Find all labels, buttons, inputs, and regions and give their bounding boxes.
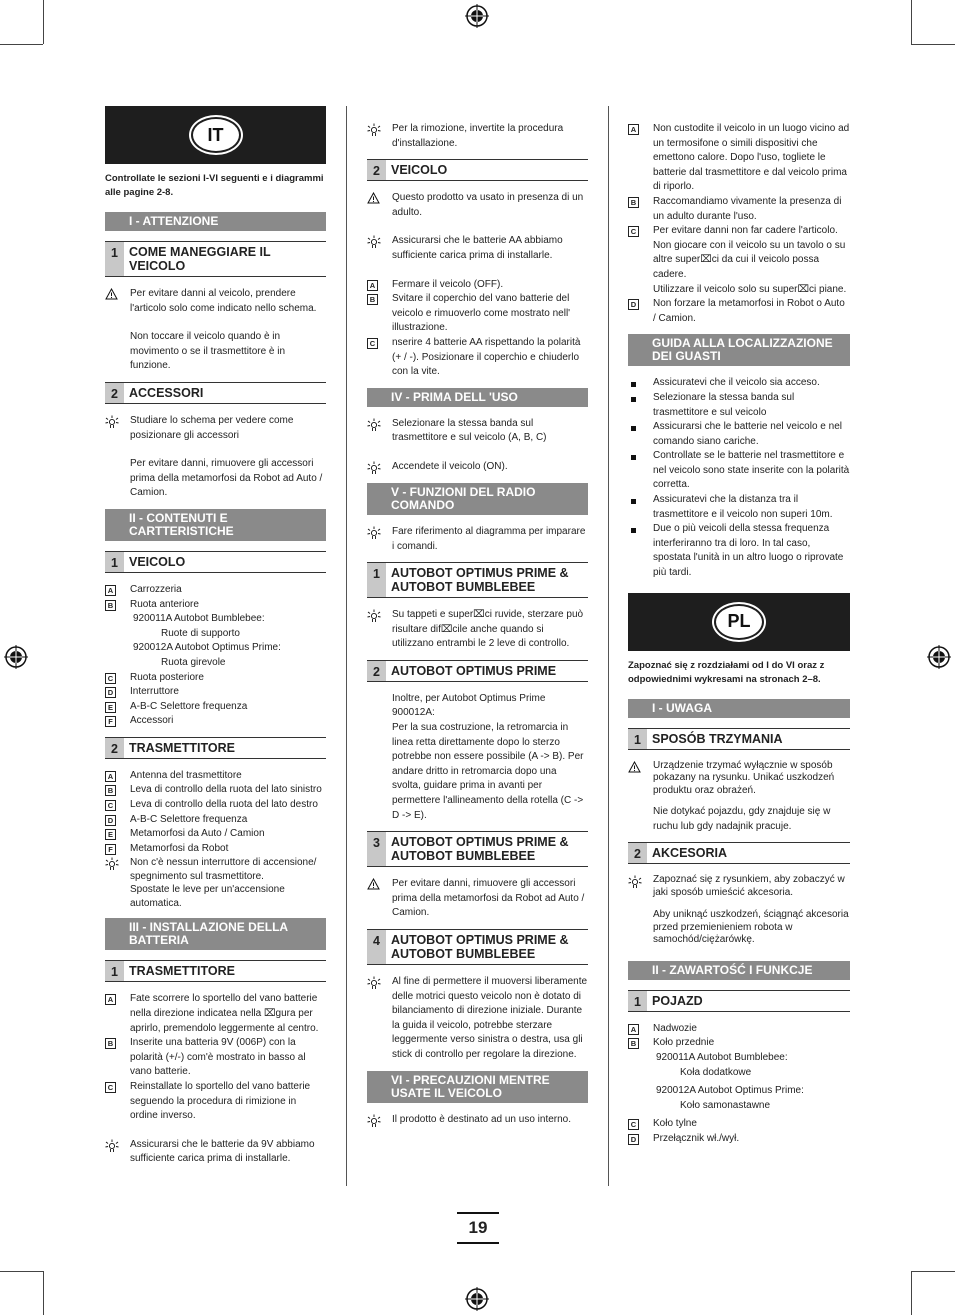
lightbulb-icon bbox=[628, 875, 642, 889]
lightbulb-icon bbox=[367, 418, 381, 432]
list-item: B Svitare il coperchio del vano batterie del veicolo e rimuoverlo come mostrato nell' illustrazione. bbox=[367, 292, 588, 336]
label-box: B bbox=[105, 1038, 116, 1049]
bullet-icon bbox=[631, 499, 636, 504]
label-box: C bbox=[367, 338, 378, 349]
section-heading: II - ZAWARTOŚĆ I FUNKCJE bbox=[628, 961, 850, 980]
list-item: D A-B-C Selettore frequenza bbox=[105, 813, 326, 828]
text-item: Per evitare danni, rimuovere gli accessori prima della metamorfosi da Robot ad Auto / Camion. bbox=[130, 458, 323, 499]
label-box: D bbox=[628, 1134, 639, 1145]
list-item: D Interruttore bbox=[105, 685, 326, 700]
list-item: B Ruota anteriore bbox=[105, 598, 326, 613]
list-item: C Reinstallate lo sportello del vano batterie seguendo la procedura di rimizione in ordine inverso. bbox=[105, 1080, 326, 1124]
model-line: 920012A Autobot Optimus Prime: bbox=[656, 1085, 804, 1097]
tip-item: Selezionare la stessa banda sul trasmettitore e sul veicolo (A, B, C) bbox=[367, 417, 588, 446]
tip-item: Non c'è nessun interruttore di accensione/ spegnimento sul trasmettitore. Spostate le leve per un'accensione automatica. bbox=[105, 856, 326, 910]
text-item: Non toccare il veicolo quando è in movimento o se il trasmettitore è in funzione. bbox=[130, 331, 286, 372]
crop-mark bbox=[43, 1271, 44, 1315]
subsection-heading: 2 TRASMETTITORE bbox=[105, 737, 326, 759]
list-item: D Przełącznik wł./wył. bbox=[628, 1132, 850, 1147]
lightbulb-icon bbox=[105, 415, 119, 429]
label-box: C bbox=[628, 1119, 639, 1130]
lightbulb-icon bbox=[367, 609, 381, 623]
crop-mark bbox=[0, 1271, 43, 1272]
bullet-item: Selezionare la stessa banda sul trasmettitore e sul veicolo bbox=[628, 391, 850, 420]
crop-mark bbox=[911, 0, 912, 44]
label-box: E bbox=[105, 702, 116, 713]
section-heading: VI - PRECAUZIONI MENTRE USATE IL VEICOLO bbox=[367, 1071, 588, 1103]
column-3 bbox=[628, 122, 850, 1147]
list-item: B Koło przednie bbox=[628, 1036, 850, 1051]
label-box: A bbox=[628, 124, 639, 135]
bullet-item: Due o più veicoli della stessa frequenza interferiranno tra di loro. In tal caso, spostata l'unità in un altro luogo o riprovate più tardi. bbox=[628, 522, 850, 580]
crop-mark bbox=[0, 44, 43, 45]
intro-text: Controllate le sezioni I-VI seguenti e i diagrammi alle pagine 2-8. bbox=[105, 173, 324, 198]
tip-item: Accendete il veicolo (ON). bbox=[367, 460, 588, 475]
section-heading: I - ATTENZIONE bbox=[105, 212, 326, 231]
column-divider bbox=[608, 106, 609, 1186]
model-line: 920011A Autobot Bumblebee: bbox=[133, 613, 265, 625]
subsection-heading: 1 SPOSÓB TRZYMANIA bbox=[628, 728, 850, 750]
text-item: Aby uniknąć uszkodzeń, ściągnąć akcesoria przed przemienieniem robota w samochód/ciężarówkę. bbox=[653, 909, 849, 946]
list-item: C nserire 4 batterie AA rispettando la polarità (+ / -). Posizionare il coperchio e chiuderlo con la vite. bbox=[367, 336, 588, 380]
list-item: B Leva di controllo della ruota del lato sinistro bbox=[105, 783, 326, 798]
label-box: C bbox=[105, 673, 116, 684]
list-item: A Fate scorrere lo sportello del vano batterie nella direzione indicatea nella ⌧gura per aprirlo, premendolo leggermente al centro. bbox=[105, 992, 326, 1036]
language-header-pl bbox=[628, 593, 850, 651]
lightbulb-icon bbox=[367, 1114, 381, 1128]
warning-item: Questo prodotto va usato in presenza di un adulto. bbox=[367, 191, 588, 220]
lightbulb-icon bbox=[367, 461, 381, 475]
list-item: A Fermare il veicolo (OFF). bbox=[367, 278, 588, 293]
tip-item: Assicurarsi che le batterie AA abbiamo sufficiente carica prima di installarle. bbox=[367, 234, 588, 263]
section-heading: GUIDA ALLA LOCALIZZAZIONE DEI GUASTI bbox=[628, 334, 850, 366]
registration-mark-bottom bbox=[465, 1287, 489, 1311]
list-item: A Carrozzeria bbox=[105, 583, 326, 598]
warning-icon bbox=[105, 288, 118, 300]
intro-text: Zapoznać się z rozdziałami od I do VI oraz z odpowiednimi wykresami na stronach 2–8. bbox=[628, 659, 825, 685]
label-box: D bbox=[105, 815, 116, 826]
registration-mark-left bbox=[4, 645, 28, 669]
warning-icon bbox=[367, 192, 380, 204]
label-box: A bbox=[367, 280, 378, 291]
subsection-heading: 2 AUTOBOT OPTIMUS PRIME bbox=[367, 660, 588, 682]
list-item: E A-B-C Selettore frequenza bbox=[105, 700, 326, 715]
label-box: A bbox=[105, 994, 116, 1005]
text-item: Nie dotykać pojazdu, gdy znajduje się w ruchu lub gdy nadajnik pracuje. bbox=[653, 806, 831, 832]
column-2 bbox=[367, 122, 588, 1128]
registration-mark-right bbox=[927, 645, 951, 669]
tip-item: Al fine di permettere il muoversi liberamente delle motrici questo veicolo non è dotato di bilanciamento di direzione iniziale. Durante la guida il veicolo, potrebbe sterzare leggermente verso sinistra o destra, usa gli stick di controllo per regolare la direzione. bbox=[367, 975, 588, 1063]
subsection-heading: 4 AUTOBOT OPTIMUS PRIME & AUTOBOT BUMBLEBEE bbox=[367, 929, 588, 965]
tip-item: Zapoznać się z rysunkiem, aby zobaczyć w jaki sposób umieścić akcesoria. bbox=[628, 874, 850, 899]
bullet-item: Controllate se le batterie nel trasmettitore e nel veicolo sono state inserite con la polarità corretta. bbox=[628, 449, 850, 493]
crop-mark bbox=[911, 1271, 955, 1272]
label-box: C bbox=[105, 1082, 116, 1093]
label-box: F bbox=[105, 716, 116, 727]
text-item: Inoltre, per Autobot Optimus Prime 900012A: Per la sua costruzione, la retromarcia in linea retta direttamente dopo lo sterzo potrebbe non essere possibile (A -> B). Per andare dritto in retromarcia dopo una svolta, guidare prima in avanti per permettere l'allineamento della rotella (C -> D -> E). bbox=[392, 692, 584, 821]
label-box: B bbox=[367, 294, 378, 305]
label-box: A bbox=[105, 771, 116, 782]
model-line: Koła dodatkowe bbox=[680, 1066, 752, 1078]
model-line: 920012A Autobot Optimus Prime: bbox=[133, 642, 281, 654]
lightbulb-icon bbox=[367, 976, 381, 990]
subsection-heading: 1 AUTOBOT OPTIMUS PRIME & AUTOBOT BUMBLEBEE bbox=[367, 562, 588, 598]
lightbulb-icon bbox=[105, 1139, 119, 1153]
bullet-item: Assicuratevi che il veicolo sia acceso. bbox=[628, 376, 850, 391]
registration-mark-top bbox=[465, 4, 489, 28]
column-divider bbox=[346, 106, 347, 1186]
bullet-icon bbox=[631, 382, 636, 387]
list-item: C Koło tylne bbox=[628, 1117, 850, 1132]
section-heading: IV - PRIMA DELL 'USO bbox=[367, 388, 588, 407]
section-heading: III - INSTALLAZIONE DELLA BATTERIA bbox=[105, 918, 326, 950]
bullet-item: Assicurarsi che le batterie nel veicolo e nel comando siano cariche. bbox=[628, 420, 850, 449]
list-item: A Nadwozie bbox=[628, 1022, 850, 1037]
tip-item: Fare riferimento al diagramma per imparare i comandi. bbox=[367, 525, 588, 554]
bullet-icon bbox=[631, 455, 636, 460]
label-box: B bbox=[628, 197, 639, 208]
label-box: C bbox=[628, 226, 639, 237]
tip-item: Su tappeti e super⌧ci ruvide, sterzare può risultare dif⌧cile anche quando si utilizzano entrambi le 2 leve di controllo. bbox=[367, 608, 588, 652]
list-item: D Non forzare la metamorfosi in Robot o Auto / Camion. bbox=[628, 297, 850, 326]
label-box: B bbox=[628, 1038, 639, 1049]
label-box: D bbox=[105, 687, 116, 698]
label-box: A bbox=[105, 585, 116, 596]
subsection-heading: 1 COME MANEGGIARE IL VEICOLO bbox=[105, 241, 326, 277]
bullet-icon bbox=[631, 426, 636, 431]
list-item: C Per evitare danni non far cadere l'articolo. Non giocare con il veicolo su un tavolo o su altre super⌧ci da cui il veicolo possa cadere. bbox=[628, 224, 850, 282]
list-item: E Metamorfosi da Auto / Camion bbox=[105, 827, 326, 842]
label-box: E bbox=[105, 829, 116, 840]
bullet-item: Assicuratevi che la distanza tra il trasmettitore e il veicolo non superi 10m. bbox=[628, 493, 850, 522]
lightbulb-icon bbox=[367, 123, 381, 137]
column-1 bbox=[105, 106, 326, 1167]
tip-item: Il prodotto è destinato ad un uso interno. bbox=[367, 1113, 588, 1128]
model-line: Ruota girevole bbox=[161, 656, 226, 668]
section-heading: V - FUNZIONI DEL RADIO COMANDO bbox=[367, 483, 588, 515]
bullet-icon bbox=[631, 397, 636, 402]
language-header-it bbox=[105, 106, 326, 164]
list-item: B Raccomandiamo vivamente la presenza di un adulto durante l'uso. bbox=[628, 195, 850, 224]
warning-item: Per evitare danni al veicolo, prendere l'articolo solo come indicato nello schema. bbox=[105, 287, 326, 316]
warning-item: Per evitare danni, rimuovere gli accessori prima della metamorfosi da Robot ad Auto / Camion. bbox=[367, 877, 588, 921]
list-item: F Metamorfosi da Robot bbox=[105, 842, 326, 857]
subsection-heading: 1 TRASMETTITORE bbox=[105, 960, 326, 982]
lightbulb-icon bbox=[105, 857, 119, 871]
list-item: C Ruota posteriore bbox=[105, 671, 326, 686]
list-item: C Leva di controllo della ruota del lato destro bbox=[105, 798, 326, 813]
crop-mark bbox=[43, 0, 44, 44]
subsection-heading: 2 VEICOLO bbox=[367, 159, 588, 181]
list-item: A Antenna del trasmettitore bbox=[105, 769, 326, 784]
section-heading: I - UWAGA bbox=[628, 699, 850, 718]
subsection-heading: 2 ACCESSORI bbox=[105, 382, 326, 404]
model-line: Koło samonastawne bbox=[680, 1099, 771, 1111]
lightbulb-icon bbox=[367, 526, 381, 540]
model-line: 920011A Autobot Bumblebee: bbox=[656, 1052, 788, 1063]
warning-icon bbox=[367, 878, 380, 890]
subsection-heading: 1 VEICOLO bbox=[105, 551, 326, 573]
crop-mark bbox=[911, 44, 955, 45]
tip-item: Assicurarsi che le batterie da 9V abbiamo sufficiente carica prima di installarle. bbox=[105, 1138, 326, 1167]
model-line: Ruote di supporto bbox=[161, 627, 240, 639]
list-item: A Non custodite il veicolo in un luogo vicino ad un termosifone o simili dispositivi che emettono calore. Dopo l'uso, togliete le batterie dal trasmettitore e dal veicolo prima di riporlo. bbox=[628, 122, 850, 195]
lightbulb-icon bbox=[367, 235, 381, 249]
language-badge: PL bbox=[716, 606, 762, 638]
crop-mark bbox=[911, 1271, 912, 1315]
label-box: D bbox=[628, 299, 639, 310]
label-box: F bbox=[105, 844, 116, 855]
warning-item: Urządzenie trzymać wyłącznie w sposób pokazany na rysunku. Unikać uszkodzeń produktu oraz obrażeń. bbox=[628, 760, 850, 798]
tip-item: Per la rimozione, invertite la procedura d'installazione. bbox=[367, 122, 588, 151]
bullet-icon bbox=[631, 528, 636, 533]
section-heading: II - CONTENUTI E CARTTERISTICHE bbox=[105, 509, 326, 541]
subsection-heading: 2 AKCESORIA bbox=[628, 842, 850, 864]
label-box: B bbox=[105, 600, 116, 611]
label-box: B bbox=[105, 785, 116, 796]
list-item: B Inserite una batteria 9V (006P) con la polarità (+/-) com'è mostrato in basso al vano batterie. bbox=[105, 1036, 326, 1080]
text-item: Utilizzare il veicolo solo su super⌧ci piane. bbox=[653, 283, 847, 295]
label-box: C bbox=[105, 800, 116, 811]
page-number: 19 bbox=[457, 1212, 499, 1244]
tip-item: Studiare lo schema per vedere come posizionare gli accessori bbox=[105, 414, 326, 443]
subsection-heading: 1 POJAZD bbox=[628, 990, 850, 1012]
warning-icon bbox=[628, 761, 641, 773]
label-box: A bbox=[628, 1024, 639, 1035]
language-badge: IT bbox=[193, 119, 239, 151]
subsection-heading: 3 AUTOBOT OPTIMUS PRIME & AUTOBOT BUMBLEBEE bbox=[367, 831, 588, 867]
list-item: F Accessori bbox=[105, 714, 326, 729]
